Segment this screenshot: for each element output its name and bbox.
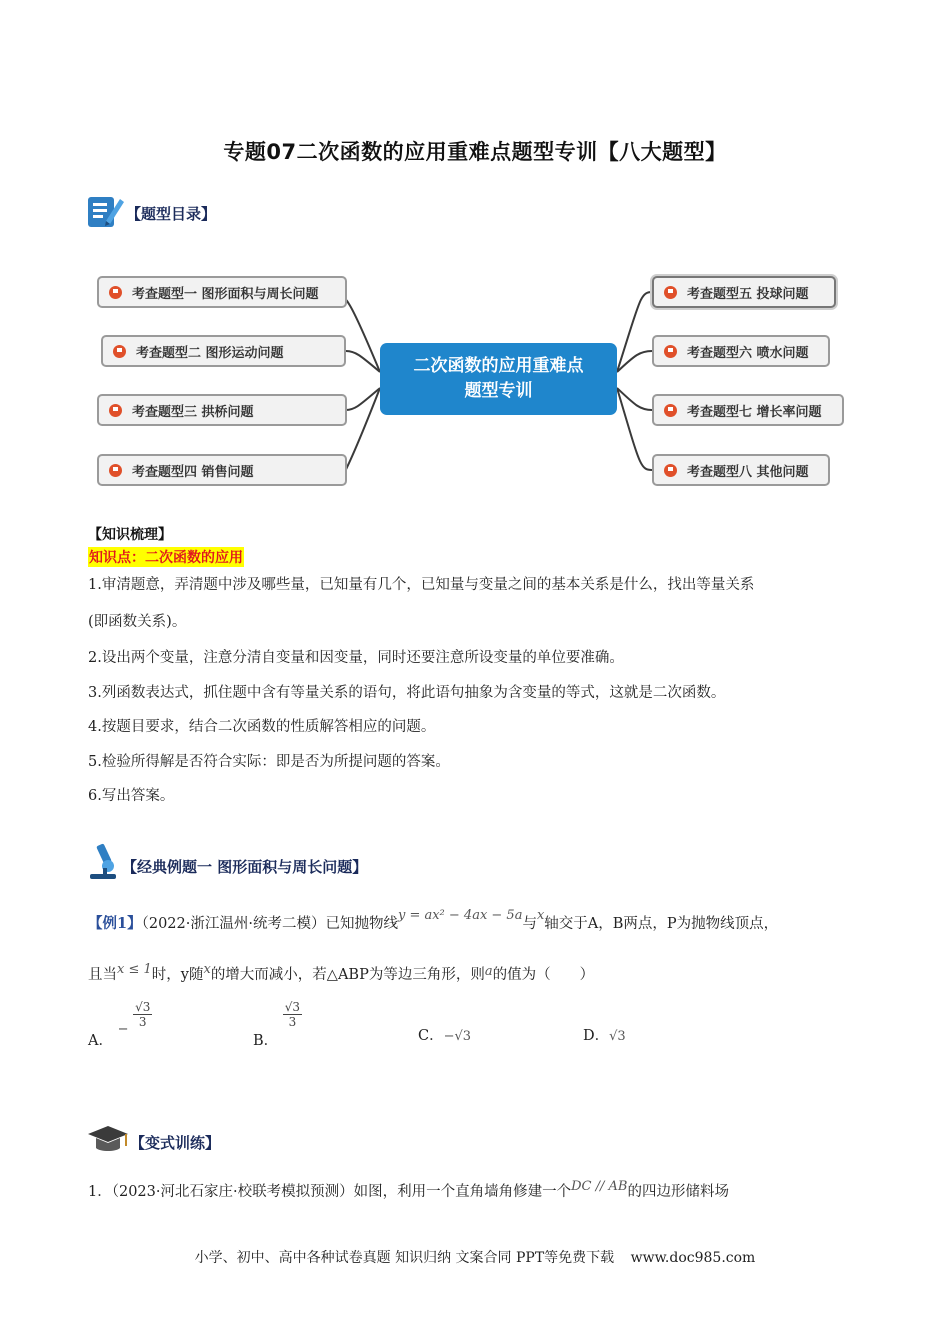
flag-icon [109, 286, 122, 299]
mindmap-node-type2[interactable]: 考查题型二 图形运动问题 [101, 335, 346, 367]
footer-text: 小学、初中、高中各种试卷真题 知识归纳 文案合同 PPT等免费下载 [194, 1250, 615, 1266]
knowledge-point-highlight: 知识点：二次函数的应用 [88, 547, 244, 567]
practice1-line: 1．（2023·河北石家庄·校联考模拟预测）如图，利用一个直角墙角修建一个DC // AB的四边形储料场 [88, 1179, 729, 1200]
flag-icon [664, 286, 677, 299]
step-3: 3.列函数表达式，抓住题中含有等量关系的语句，将此语句抽象为含变量的等式，这就是二次函数。 [88, 685, 726, 701]
footer [0, 1247, 950, 1267]
example1-formula: y = ax² − 4ax − 5a [397, 908, 523, 923]
flag-icon [664, 345, 677, 358]
example1-condition: x ≤ 1 [117, 962, 152, 977]
mindmap-node-type1[interactable]: 考查题型一 图形面积与周长问题 [97, 276, 347, 308]
microscope-icon [86, 842, 122, 882]
page-title: 专题07二次函数的应用重难点题型专训【八大题型】 [223, 140, 727, 164]
mindmap-center-line1: 二次函数的应用重难点 [413, 356, 584, 376]
option-b[interactable]: B． $\frac{√3}{3}$ [253, 1000, 301, 1049]
step-1-cont: (即函数关系)。 [88, 614, 187, 630]
mindmap-node-type8[interactable]: 考查题型八 其他问题 [652, 454, 830, 486]
example1-label: 【例1】 [88, 915, 142, 932]
flag-icon [113, 345, 126, 358]
step-4: 4.按题目要求，结合二次函数的性质解答相应的问题。 [88, 719, 436, 735]
step-1: 1.审清题意，弄清题中涉及哪些量，已知量有几个，已知量与变量之间的基本关系是什么，找出等量关系 [88, 577, 755, 593]
mindmap-branches [0, 0, 950, 520]
catalog-heading: 【题型目录】 [126, 205, 217, 223]
example-heading: 【经典例题一 图形面积与周长问题】 [122, 858, 368, 876]
flag-icon [109, 404, 122, 417]
example1-mid: 与 [522, 916, 537, 932]
footer-link[interactable]: www.doc985.com [630, 1250, 756, 1266]
example1-line2: 且当x ≤ 1时，y随x的增大而减小，若△ABP为等边三角形，则a的值为（ ） [88, 962, 595, 983]
graduation-cap-icon [86, 1124, 130, 1156]
option-a[interactable]: A． − $\frac{√3}{3}$ [88, 1000, 151, 1049]
flag-icon [664, 404, 677, 417]
example1-source: （2022·浙江温州·统考二模）已知抛物线 [141, 916, 398, 932]
mindmap-node-type6[interactable]: 考查题型六 喷水问题 [652, 335, 830, 367]
knowledge-heading: 【知识梳理】 [88, 527, 172, 543]
step-2: 2.设出两个变量，注意分清自变量和因变量，同时还要注意所设变量的单位要准确。 [88, 650, 624, 666]
option-c[interactable]: C．−√3 [418, 1028, 472, 1044]
flag-icon [109, 464, 122, 477]
example1-line1 [88, 908, 779, 933]
mindmap-center-line2: 题型专训 [464, 381, 533, 401]
mindmap-node-type3[interactable]: 考查题型三 拱桥问题 [97, 394, 347, 426]
mindmap-node-type7[interactable]: 考查题型七 增长率问题 [652, 394, 844, 426]
mindmap-node-type5[interactable]: 考查题型五 投球问题 [652, 276, 836, 308]
mindmap-center-node[interactable] [380, 343, 617, 415]
step-6: 6.写出答案。 [88, 788, 175, 804]
step-5: 5.检验所得解是否符合实际：即是否为所提问题的答案。 [88, 754, 450, 770]
flag-icon [664, 464, 677, 477]
practice-heading: 【变式训练】 [130, 1134, 221, 1152]
example1-tail: 轴交于A，B两点，P为抛物线顶点， [544, 916, 779, 932]
mindmap-node-type4[interactable]: 考查题型四 销售问题 [97, 454, 347, 486]
option-d[interactable]: D．√3 [583, 1028, 626, 1044]
example1-avar: a [484, 964, 493, 979]
practice1-formula: DC // AB [571, 1179, 628, 1194]
example1-xvar: x [536, 908, 545, 923]
